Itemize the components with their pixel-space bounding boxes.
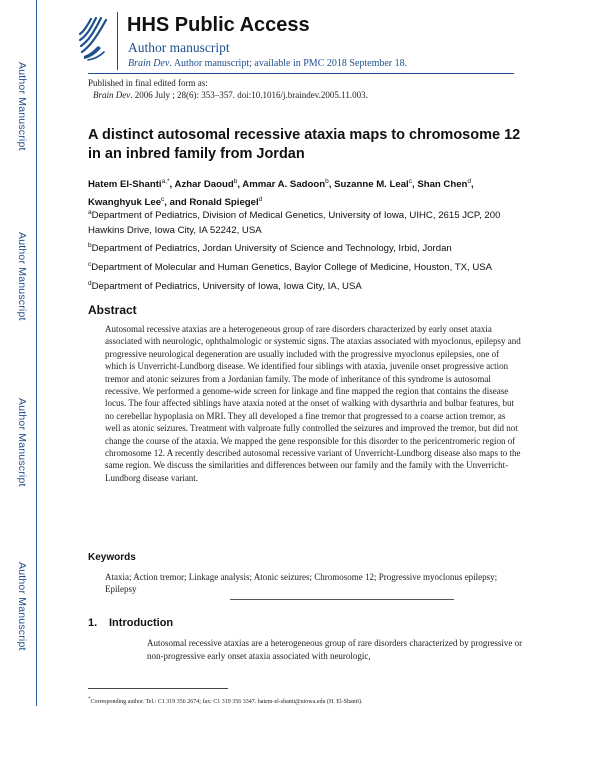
citation-details: . 2006 July ; 28(6): 353–357. doi:10.1016/j.braindev.2005.11.003.	[130, 90, 368, 100]
affiliation	[88, 238, 528, 256]
affiliation	[88, 276, 528, 294]
introduction-heading: Introduction	[109, 617, 174, 629]
author-affiliation-marker: b	[233, 178, 238, 185]
introduction-number: 1.	[88, 617, 98, 629]
journal-name: Brain Dev	[128, 58, 170, 69]
author-name: Ammar A. Sadoon	[242, 179, 326, 190]
affiliation-marker: d	[88, 280, 92, 287]
header-rule	[88, 73, 514, 74]
sidebar-divider	[36, 0, 37, 706]
author-affiliation-marker: d	[258, 196, 263, 203]
paper-title: A distinct autosomal recessive ataxia maps to chromosome 12 in an inbred family from Jordan	[88, 127, 521, 162]
author-affiliation-marker: b	[325, 178, 329, 185]
affiliation	[88, 257, 528, 275]
sidebar-author-manuscript-label-1: Author Manuscript	[16, 62, 28, 151]
hhs-eagle-logo-icon	[76, 12, 112, 64]
introduction-body: Autosomal recessive ataxias are a heterogeneous group of rare disorders characterized by progressive or non-progressive early onset ataxia associated with neurologic,	[147, 638, 523, 661]
affiliation-marker: a	[88, 209, 92, 216]
author-separator: ,	[237, 179, 243, 190]
availability-line	[128, 58, 407, 69]
published-in-label: Published in final edited form as:	[88, 78, 208, 88]
author-manuscript-subtitle: Author manuscript	[128, 40, 230, 55]
author-name: Azhar Daoud	[174, 179, 234, 190]
author-affiliation-marker: d	[467, 178, 472, 185]
header-logo-divider	[117, 12, 118, 70]
author-separator: ,	[328, 179, 335, 190]
author-affiliation-marker: a,*	[161, 178, 170, 185]
hhs-public-access-title: HHS Public Access	[127, 14, 310, 36]
footnote-marker: *	[88, 697, 91, 702]
sidebar-author-manuscript-label-2: Author Manuscript	[16, 232, 28, 321]
author-separator: ,	[169, 179, 175, 190]
author-name: Ronald Spiegel	[189, 197, 259, 208]
abstract-heading: Abstract	[88, 303, 137, 317]
author-name: Shan Chen	[417, 179, 468, 190]
author-affiliation-marker: c	[408, 178, 412, 185]
keywords-body: Ataxia; Action tremor; Linkage analysis; Atonic seizures; Chromosome 12; Progressive myoclonus epilepsy; Epilepsy	[105, 572, 498, 595]
author-affiliation-marker: c	[161, 196, 165, 203]
keywords-heading: Keywords	[88, 552, 136, 563]
citation	[93, 90, 368, 100]
footnote-text: Corresponding author. Tel.: C1 319 356 2674; fax: C1 319 356 3347. hatem-el-shanti@uiowa.edu (H. El-Shanti).	[90, 699, 363, 705]
affiliation-text: Department of Molecular and Human Genetics, Baylor College of Medicine, Houston, TX, USA	[91, 262, 493, 273]
abstract-body: Autosomal recessive ataxias are a heterogeneous group of rare disorders characterized by early onset ataxia associated with neurologic, ophthalmologic or systemic signs. The ataxias associated with myoclonus, epilepsy and progressive neurological degeneration are usually included with the progressive myoclonus epilepsies, one of which is Unverricht-Lundborg disease. We identified four siblings with ataxia, juvenile onset progressive action tremor and atonic seizures from a Jordanian family. The mode of inheritance of this syndrome is autosomal recessive. We performed a genome-wide screen for linkage and fine mapped the region that contains the disease locus. The four affected siblings have ataxia noted at the onset of walking with dysarthria and bulbar features, but no cerebellar hypoplasia on MRI. They all developed a fine tremor that progressed to a coarse action tremor, as well as atonic seizures. Treatment with valproate fully controlled the seizures and improved the tremor, but did not change the course of the ataxia. We mapped the gene responsible for this disorder to the pericentromeric region of chromosome 12. A recently described autosomal recessive variant of Unverricht-Lundborg disease also maps to the same region. We discuss the similarities and differences between our family and the family with the Unverricht-Lundborg disease variant.	[105, 324, 521, 483]
keywords-divider	[230, 599, 454, 600]
affiliation-marker: b	[88, 242, 92, 249]
affiliation	[88, 205, 528, 238]
author-name: Kwanghyuk Lee	[88, 197, 162, 208]
citation-journal: Brain Dev	[93, 90, 131, 100]
corresponding-author-footnote	[88, 697, 362, 705]
affiliation-text: Department of Pediatrics, Jordan University of Science and Technology, Irbid, Jordan	[91, 243, 452, 254]
availability-text: . Author manuscript; available in PMC 2018 September 18.	[169, 58, 408, 69]
author-separator: ,	[471, 179, 474, 190]
author-name: Hatem El-Shanti	[88, 179, 162, 190]
author-name: Suzanne M. Leal	[334, 179, 409, 190]
sidebar-author-manuscript-label-4: Author Manuscript	[16, 562, 28, 651]
affiliation-text: Department of Pediatrics, Division of Medical Genetics, University of Iowa, UIHC, 2615 JCP, 200 Hawkins Drive, Iowa City, IA 52242, USA	[88, 210, 501, 236]
sidebar-author-manuscript-label-3: Author Manuscript	[16, 398, 28, 487]
affiliation-text: Department of Pediatrics, University of Iowa, Iowa City, IA, USA	[91, 281, 362, 292]
footnote-divider	[88, 688, 228, 689]
author-separator: ,	[411, 179, 418, 190]
author-separator: , and	[164, 197, 190, 208]
affiliation-marker: c	[88, 261, 92, 268]
